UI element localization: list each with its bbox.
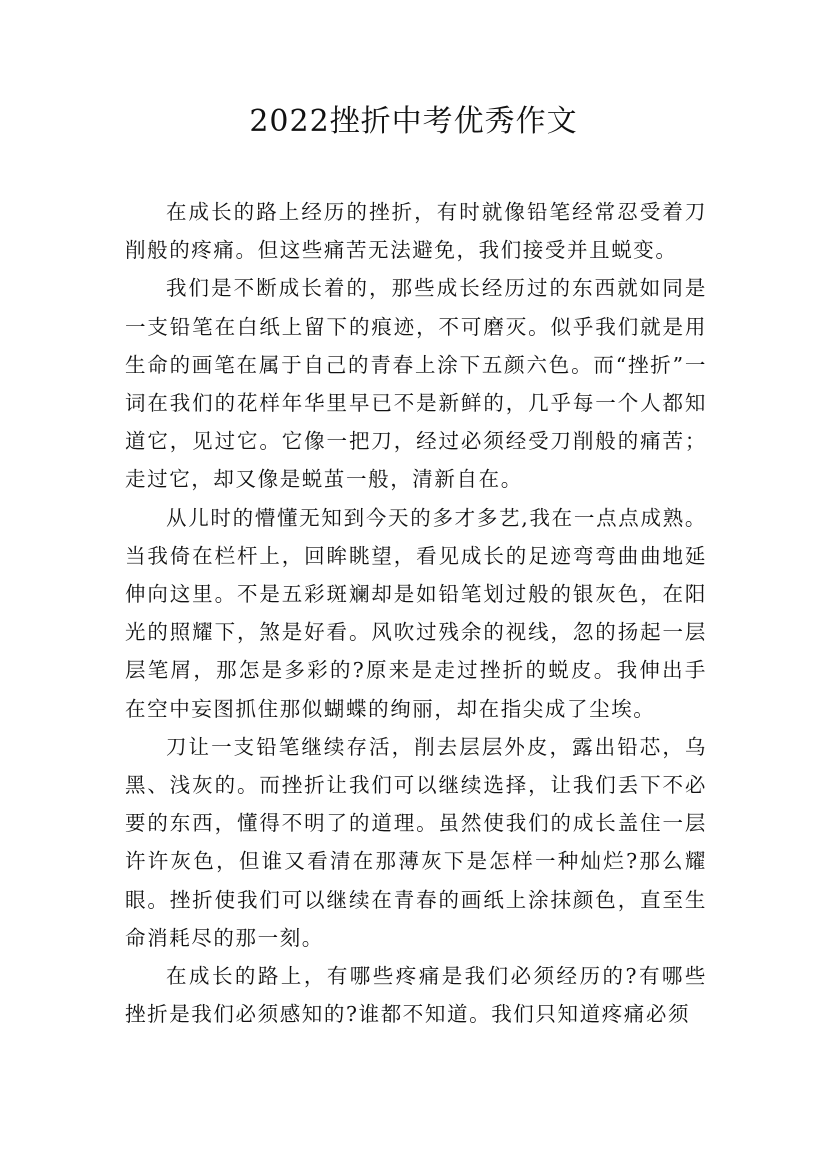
paragraph-3: 从儿时的懵懂无知到今天的多才多艺,我在一点点成熟。当我倚在栏杆上，回眸眺望，看见成长的足迹弯弯曲曲地延伸向这里。不是五彩斑斓却是如铅笔划过般的银灰色，在阳光的照耀下，煞是好看。风吹过残余的视线，忽的扬起一层层笔屑，那怎是多彩的?原来是走过挫折的蜕皮。我伸出手在空中妄图抓住那似蝴蝶的绚丽，却在指尖成了尘埃。 xyxy=(125,505,707,721)
document-title: 2022挫折中考优秀作文 xyxy=(249,104,578,139)
paragraph-5: 在成长的路上，有哪些疼痛是我们必须经历的?有哪些挫折是我们必须感知的?谁都不知道。我们只知道疼痛必须 xyxy=(125,964,707,1027)
paragraph-1: 在成长的路上经历的挫折，有时就像铅笔经常忍受着刀削般的疼痛。但这些痛苦无法避免，我们接受并且蜕变。 xyxy=(125,200,707,263)
essay-body xyxy=(125,193,707,1033)
paragraph-4: 刀让一支铅笔继续存活，削去层层外皮，露出铅芯，乌黑、浅灰的。而挫折让我们可以继续选择，让我们丢下不必要的东西，懂得不明了的道理。虽然使我们的成长盖住一层许许灰色，但谁又看清在那薄灰下是怎样一种灿烂?那么耀眼。挫折使我们可以继续在青春的画纸上涂抹颜色，直至生命消耗尽的那一刻。 xyxy=(125,734,707,950)
paragraph-2: 我们是不断成长着的，那些成长经历过的东西就如同是一支铅笔在白纸上留下的痕迹，不可磨灭。似乎我们就是用生命的画笔在属于自己的青春上涂下五颜六色。而“挫折”一词在我们的花样年华里早已不是新鲜的，几乎每一个人都知道它，见过它。它像一把刀，经过必须经受刀削般的痛苦；走过它，却又像是蜕茧一般，清新自在。 xyxy=(125,276,707,492)
